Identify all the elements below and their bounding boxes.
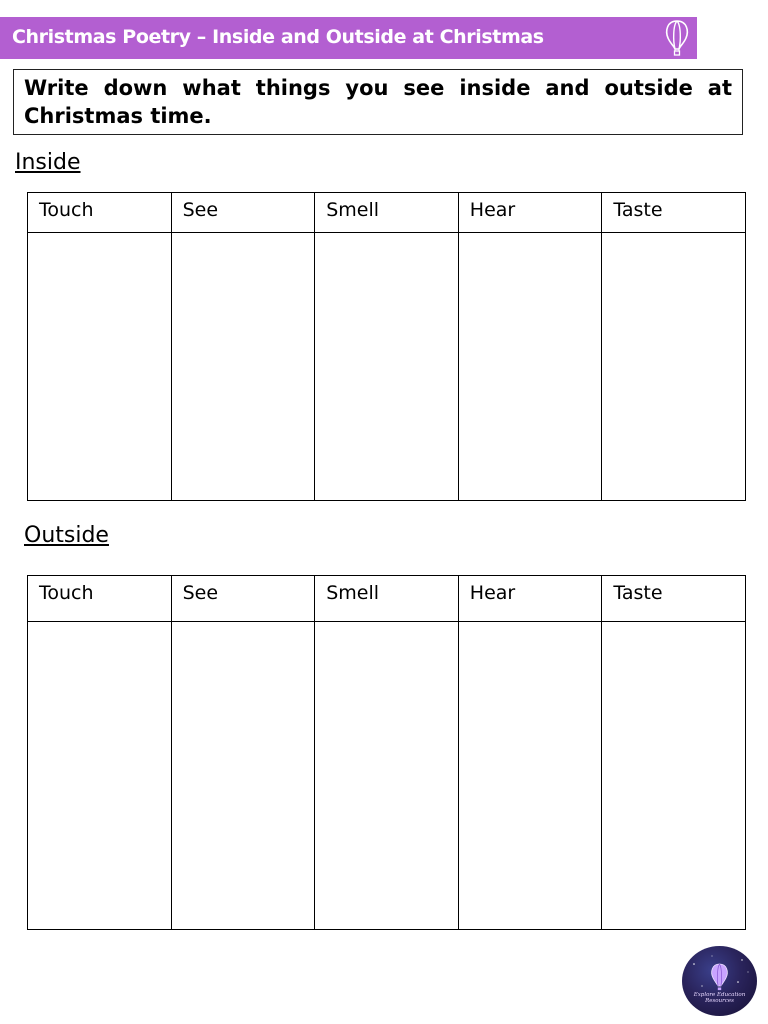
hot-air-balloon-icon [662,19,692,57]
outside-column-header: Touch [28,576,172,622]
instruction-text: Write down what things you see inside and outside at Christmas time. [24,76,732,128]
inside-answer-cell[interactable] [602,233,746,501]
inside-heading: Inside [15,150,81,175]
worksheet-title: Christmas Poetry – Inside and Outside at Christmas [12,26,544,48]
logo-text: Explore Education Resources [693,992,746,1004]
inside-column-header: Hear [458,193,602,233]
inside-column-header: Smell [315,193,459,233]
outside-answer-cell[interactable] [315,622,459,930]
outside-column-header: See [171,576,315,622]
explore-education-logo [682,946,757,1016]
logo-balloon-icon [682,946,757,1016]
inside-column-header: Touch [28,193,172,233]
header-banner [0,17,697,59]
inside-column-header: See [171,193,315,233]
inside-column-header: Taste [602,193,746,233]
outside-column-header: Taste [602,576,746,622]
inside-table [27,192,746,501]
outside-answer-cell[interactable] [458,622,602,930]
outside-table [27,575,746,930]
outside-answer-row [28,622,746,930]
outside-heading: Outside [24,523,109,548]
outside-header-row [28,576,746,622]
outside-answer-cell[interactable] [28,622,172,930]
inside-answer-cell[interactable] [458,233,602,501]
outside-answer-cell[interactable] [171,622,315,930]
inside-answer-row [28,233,746,501]
instruction-box [13,69,743,135]
inside-answer-cell[interactable] [28,233,172,501]
outside-column-header: Smell [315,576,459,622]
inside-answer-cell[interactable] [315,233,459,501]
outside-column-header: Hear [458,576,602,622]
inside-answer-cell[interactable] [171,233,315,501]
inside-header-row [28,193,746,233]
outside-answer-cell[interactable] [602,622,746,930]
